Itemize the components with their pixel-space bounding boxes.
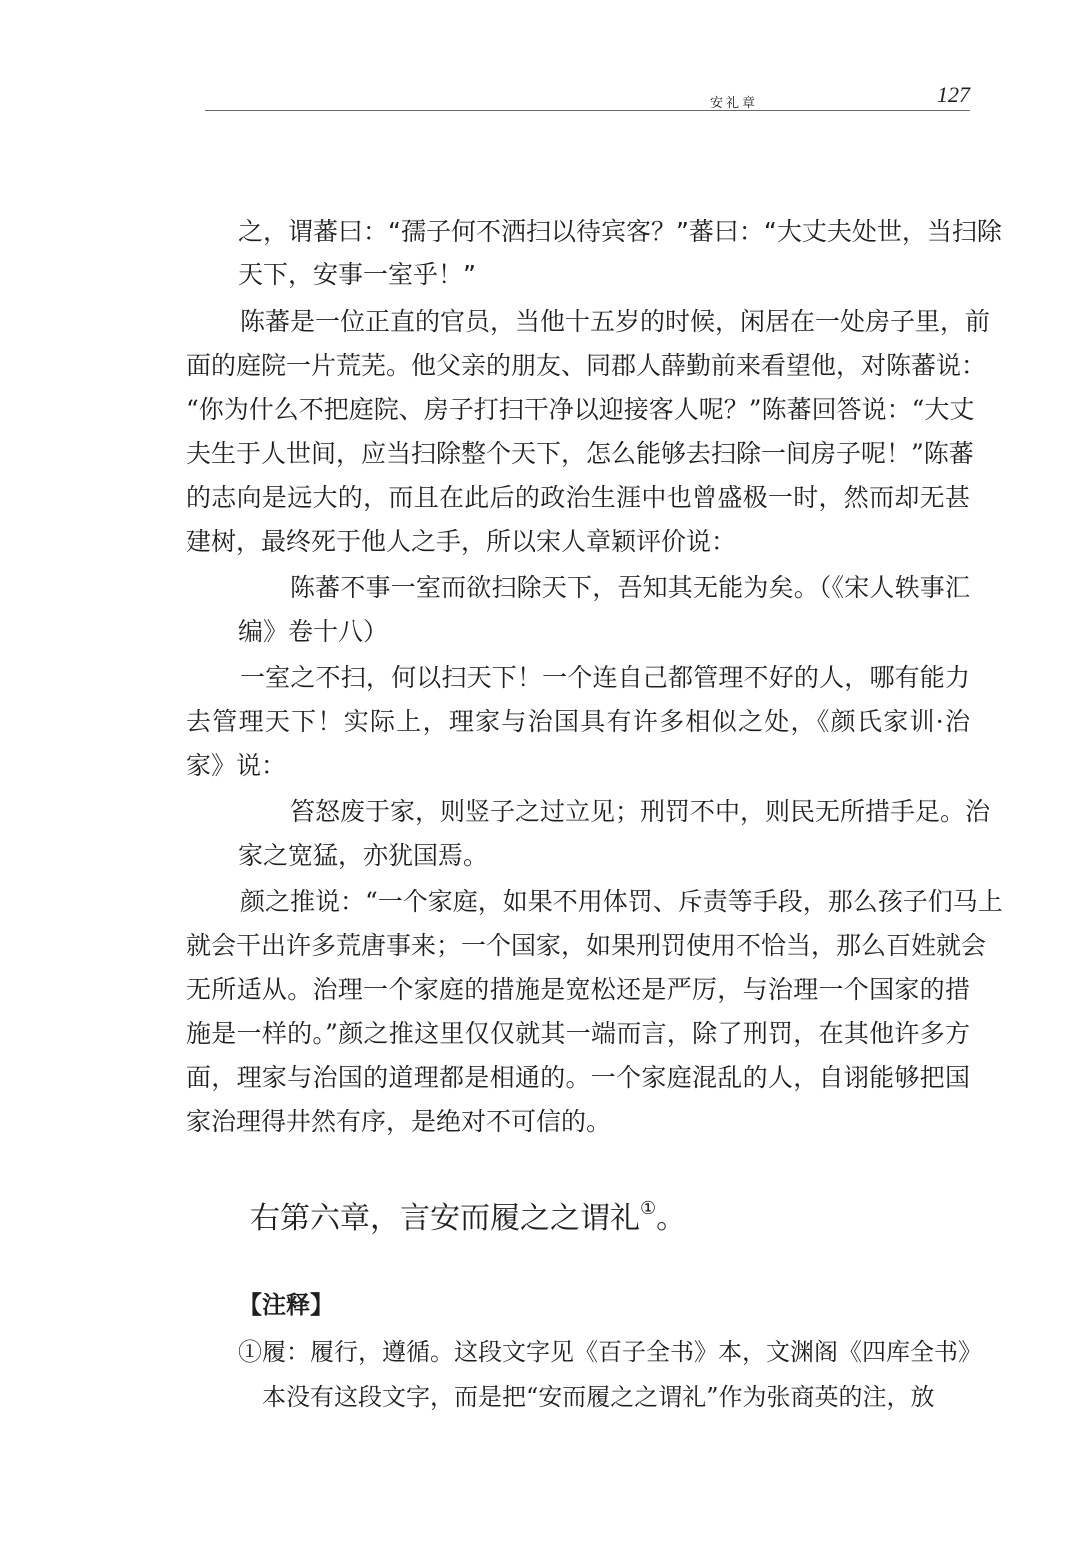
notes-title: 【注释】 (238, 1291, 334, 1319)
paragraph-line: “你为什么不把庭院、房子打扫干净以迎接客人呢？”陈蕃回答说：“大丈 (186, 395, 975, 424)
quote-line: 天下，安事一室乎！” (238, 260, 476, 289)
chapter-title: 安礼章 (710, 96, 759, 111)
paragraph-line: 夫生于人世间，应当扫除整个天下，怎么能够去扫除一间房子呢！”陈蕃 (186, 439, 974, 468)
page-number: 127 (937, 82, 970, 107)
footnote-mark[interactable]: ① (640, 1198, 657, 1219)
paragraph-line: 建树，最终死于他人之手，所以宋人章颖评价说： (186, 527, 737, 556)
paragraph-line: 一室之不扫，何以扫天下！一个连自己都管理不好的人，哪有能力 (240, 663, 970, 692)
paragraph-line: 施是一样的。”颜之推这里仅仅就其一端而言，除了刑罚，在其他许多方 (186, 1019, 970, 1048)
running-header (205, 84, 970, 111)
paragraph-line: 陈蕃是一位正直的官员，当他十五岁的时候，闲居在一处房子里，前 (240, 307, 991, 336)
paragraph-line: 家》说： (186, 751, 287, 780)
quotation-line: 编》卷十八） (238, 617, 389, 646)
quotation-line: 笞怒废于家，则竖子之过立见；刑罚不中，则民无所措手足。治 (290, 797, 991, 826)
paragraph-line: 的志向是远大的，而且在此后的政治生涯中也曾盛极一时，然而却无甚 (186, 483, 970, 512)
note-line: 本没有这段文字，而是把“安而履之之谓礼”作为张商英的注，放 (262, 1383, 935, 1411)
paragraph-line: 面的庭院一片荒芜。他父亲的朋友、同郡人薛勤前来看望他，对陈蕃说： (186, 351, 987, 380)
paragraph-line: 就会干出许多荒唐事来；一个国家，如果刑罚使用不恰当，那么百姓就会 (186, 931, 987, 960)
quotation-line: 陈蕃不事一室而欲扫除天下，吾知其无能为矣。（《宋人轶事汇 (290, 573, 970, 602)
quotation-line: 家之宽猛，亦犹国焉。 (238, 841, 489, 870)
paragraph-line: 无所适从。治理一个家庭的措施是宽松还是严厉，与治理一个国家的措 (186, 975, 970, 1004)
paragraph-line: 去管理天下！实际上，理家与治国具有许多相似之处，《颜氏家训·治 (186, 707, 970, 736)
paragraph-line: 颜之推说：“一个家庭，如果不用体罚、斥责等手段，那么孩子们马上 (240, 887, 1003, 916)
quote-line: 之，谓蕃曰：“孺子何不洒扫以待宾客？”蕃曰：“大丈夫处世，当扫除 (238, 217, 1002, 246)
chapter-summary-heading (250, 1189, 686, 1239)
note-line: ①履：履行，遵循。这段文字见《百子全书》本，文渊阁《四库全书》 (238, 1338, 982, 1366)
chapter-summary-text: 右第六章，言安而履之之谓礼 (250, 1201, 640, 1236)
paragraph-line: 面，理家与治国的道理都是相通的。一个家庭混乱的人，自诩能够把国 (186, 1063, 970, 1092)
chapter-summary-end: 。 (656, 1201, 687, 1236)
paragraph-line: 家治理得井然有序，是绝对不可信的。 (186, 1107, 612, 1136)
